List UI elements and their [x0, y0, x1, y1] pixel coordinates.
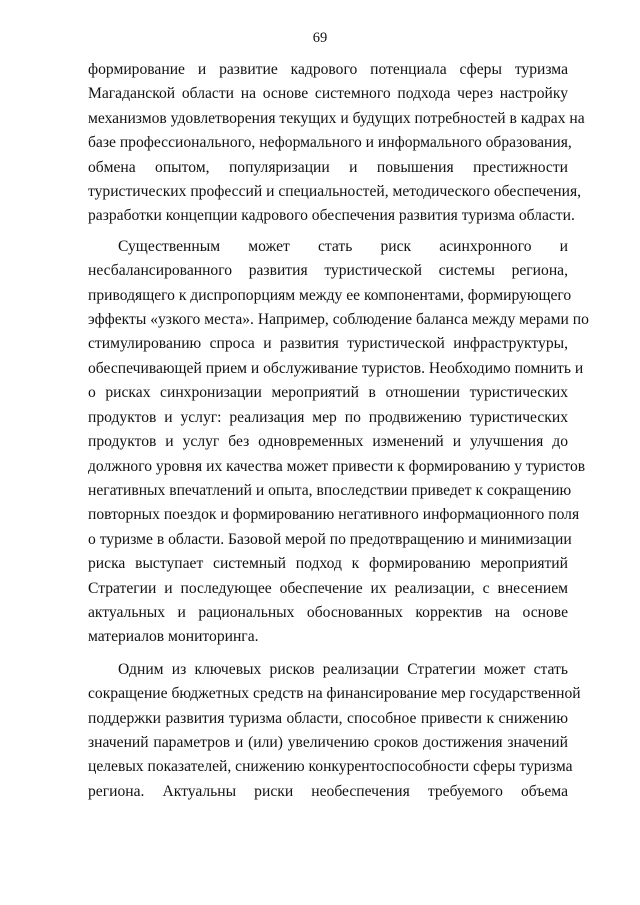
text-line: поддержки развития туризма области, способное привести к снижению	[88, 709, 568, 727]
text-line: обмена опытом, популяризации и повышения престижности	[88, 158, 568, 176]
text-line: обеспечивающей прием и обслуживание туристов. Необходимо помнить и	[88, 359, 584, 377]
text-line: Стратегии и последующее обеспечение их реализации, с внесением	[88, 579, 568, 597]
paragraph-3	[88, 658, 581, 804]
text-line: должного уровня их качества может привести к формированию у туристов	[88, 457, 586, 475]
text-line: продуктов и услуг: реализация мер по продвижению туристических	[88, 408, 568, 426]
page-number: 69	[312, 30, 328, 46]
text-line: региона. Актуальны риски необеспечения требуемого объема	[88, 782, 568, 800]
body-text	[88, 58, 589, 804]
paragraph-2	[88, 235, 589, 650]
text-line: о туризме в области. Базовой мерой по предотвращению и минимизации	[88, 530, 572, 548]
text-line: о рисках синхронизации мероприятий в отношении туристических	[88, 384, 568, 402]
text-line: сокращение бюджетных средств на финансирование мер государственной	[88, 685, 581, 703]
text-line: материалов мониторинга.	[88, 628, 259, 646]
text-line: механизмов удовлетворения текущих и будущих потребностей в кадрах на	[88, 109, 585, 127]
text-line: Существенным может стать риск асинхронного и	[118, 237, 568, 255]
text-line: несбалансированного развития туристической системы региона,	[88, 262, 568, 280]
text-line: приводящего к диспропорциям между ее компонентами, формирующего	[88, 286, 572, 304]
text-line: повторных поездок и формированию негативного информационного поля	[88, 506, 580, 524]
text-line: значений параметров и (или) увеличению сроков достижения значений	[88, 733, 568, 751]
text-line: базе профессионального, неформального и информального образования,	[88, 134, 572, 152]
paragraph-1	[88, 58, 585, 229]
text-line: туристических профессий и специальностей, методического обеспечения,	[88, 183, 582, 201]
text-line: продуктов и услуг без одновременных изменений и улучшения до	[88, 433, 568, 451]
text-line: целевых показателей, снижению конкурентоспособности сферы туризма	[88, 758, 573, 776]
text-line: разработки концепции кадрового обеспечения развития туризма области.	[88, 207, 575, 225]
text-line: Одним из ключевых рисков реализации Стратегии может стать	[118, 660, 568, 678]
text-line: эффекты «узкого места». Например, соблюдение баланса между мерами по	[88, 311, 589, 329]
text-line: формирование и развитие кадрового потенциала сферы туризма	[88, 61, 568, 78]
text-line: Магаданской области на основе системного подхода через настройку	[88, 85, 568, 103]
text-line: стимулированию спроса и развития туристической инфраструктуры,	[88, 335, 568, 353]
text-line: актуальных и рациональных обоснованных корректив на основе	[88, 603, 568, 621]
text-line: риска выступает системный подход к формированию мероприятий	[88, 555, 568, 573]
text-line: негативных впечатлений и опыта, впоследствии приведет к сокращению	[88, 481, 572, 499]
